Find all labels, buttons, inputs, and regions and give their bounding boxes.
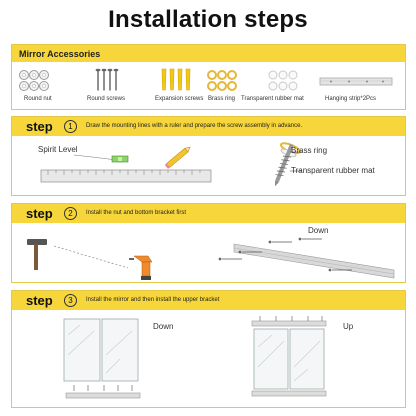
step1-header <box>12 117 405 136</box>
brass-ring-icon <box>206 69 240 93</box>
step2-down-label: Down <box>308 226 329 235</box>
hammer-icon <box>24 236 54 272</box>
accessories-panel <box>11 44 406 110</box>
accessory-label-rubber-mat: Transparent rubber mat <box>241 96 304 102</box>
step1-word: step <box>26 119 53 134</box>
step2-word: step <box>26 206 53 221</box>
round-screws-icon <box>94 67 122 93</box>
pencil-icon <box>162 143 196 171</box>
step3-up-label: Up <box>343 322 354 331</box>
accessory-label-round-nut: Round nut <box>24 96 52 102</box>
brass-ring-label: Brass ring <box>291 146 328 155</box>
accessory-label-round-screws: Round screws <box>87 96 126 102</box>
hanging-strip-icon <box>319 75 393 89</box>
expansion-screws-icon <box>160 67 192 93</box>
step1-panel <box>11 116 406 196</box>
step2-instruction: Install the nut and bottom bracket first <box>86 210 187 216</box>
step2-panel <box>11 203 406 283</box>
mirror-up-illustration <box>246 315 336 405</box>
step1-instruction: Draw the mounting lines with a ruler and prepare the screw assembly in advance. <box>86 123 303 129</box>
ruler-icon <box>40 169 212 183</box>
step2-number: 2 <box>64 207 77 220</box>
step3-panel <box>11 290 406 408</box>
step3-instruction: Install the mirror and then install the upper bracket <box>86 297 220 303</box>
spirit-level-icon <box>72 153 132 165</box>
accessory-label-expansion-screws: Expansion screws <box>155 96 204 102</box>
rubber-mat-label: Transparent rubber mat <box>291 166 375 175</box>
accessory-label-brass-ring: Brass ring <box>208 96 236 102</box>
step3-header <box>12 291 405 310</box>
step3-number: 3 <box>64 294 77 307</box>
accessory-label-hanging-strip: Hanging strip*2Pcs <box>325 96 377 102</box>
drill-icon <box>128 250 168 282</box>
step3-down-label: Down <box>153 322 174 331</box>
round-nut-icon <box>18 69 52 93</box>
mirror-down-illustration <box>60 315 150 405</box>
page-title: Installation steps <box>108 6 308 33</box>
rubber-mat-icon <box>267 69 301 93</box>
step3-word: step <box>26 293 53 308</box>
step1-number: 1 <box>64 120 77 133</box>
dash-line <box>52 242 132 272</box>
step2-header <box>12 204 405 223</box>
accessories-title: Mirror Accessories <box>19 49 101 59</box>
spirit-level-label: Spirit Level <box>38 145 78 154</box>
bracket-icon <box>212 234 397 280</box>
accessories-header <box>12 45 405 62</box>
